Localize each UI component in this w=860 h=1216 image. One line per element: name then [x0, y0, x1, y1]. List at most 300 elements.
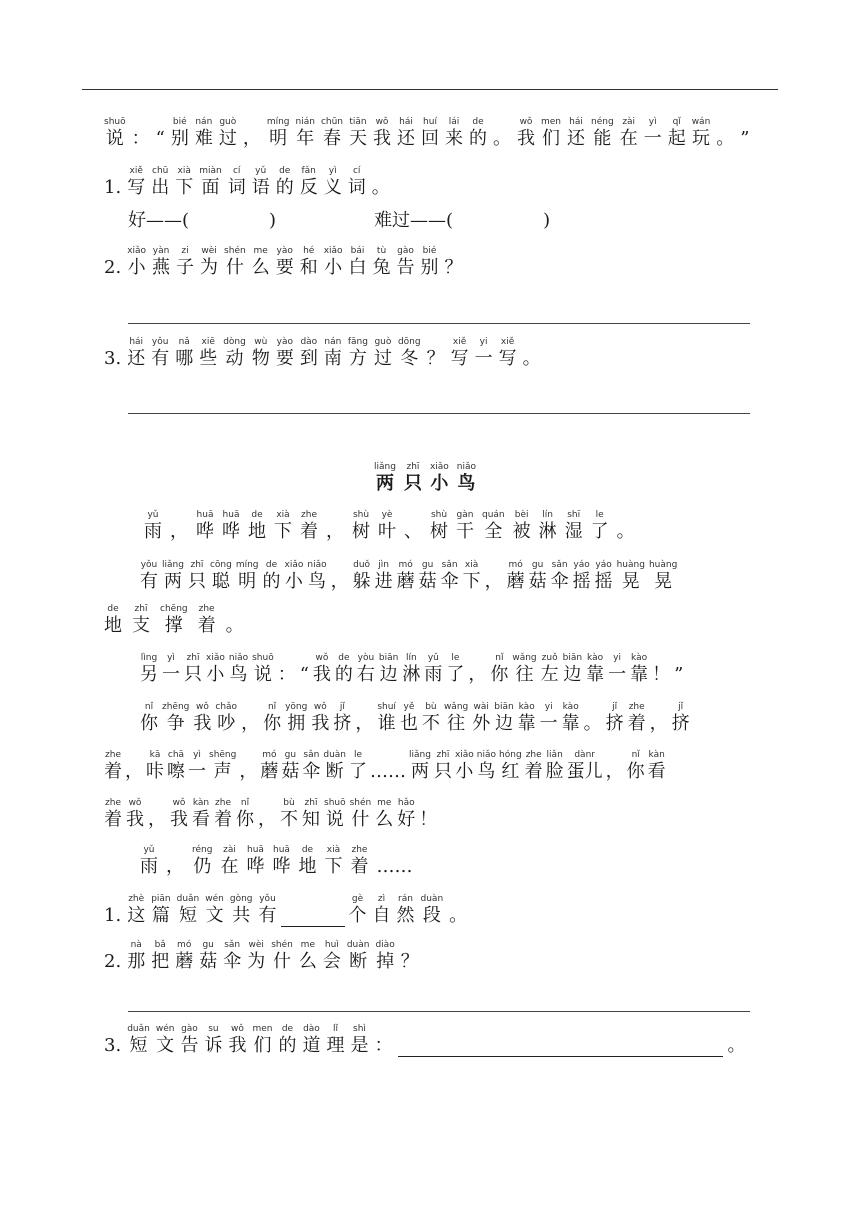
- ruby-unit: [562, 702, 580, 735]
- hanzi: 树: [352, 521, 370, 542]
- hanzi: 2.: [104, 257, 122, 278]
- hanzi: 拥: [287, 713, 306, 734]
- question-2: [104, 246, 463, 279]
- ruby-unit: [198, 604, 216, 637]
- ruby-unit: [512, 653, 536, 686]
- ruby-unit: [209, 750, 236, 783]
- hanzi: 和: [299, 257, 318, 278]
- ruby-unit: [377, 702, 396, 735]
- pinyin: xiě: [452, 337, 467, 347]
- ruby-unit: [419, 798, 437, 831]
- hanzi: 些: [199, 348, 218, 369]
- story-paragraph-3: [140, 653, 683, 686]
- ruby-unit: [445, 246, 463, 279]
- ruby-unit: [628, 702, 646, 735]
- ruby-unit: [374, 462, 396, 495]
- ruby-unit: [323, 750, 346, 783]
- pinyin: mó: [262, 750, 277, 760]
- pinyin: de: [265, 560, 278, 570]
- pinyin: zhe: [301, 510, 317, 520]
- pinyin: sǎn: [441, 560, 458, 570]
- pinyin: kào: [518, 702, 535, 712]
- ruby-unit: [104, 246, 121, 279]
- pinyin: xià: [464, 560, 479, 570]
- pinyin: xià: [326, 845, 341, 855]
- hanzi: 年: [296, 128, 315, 149]
- hanzi: 词: [347, 177, 366, 198]
- pinyin: hái: [129, 337, 144, 347]
- pinyin: dōng: [397, 337, 421, 347]
- ruby-unit: [132, 117, 150, 150]
- answer-line-story-q2[interactable]: [128, 1011, 750, 1012]
- hanzi: 菇: [199, 951, 218, 972]
- ruby-unit: [199, 337, 217, 370]
- ruby-unit: [449, 894, 467, 927]
- pinyin: niǎo: [456, 462, 477, 472]
- pinyin: bié: [422, 246, 437, 256]
- hanzi: 雨: [140, 856, 158, 877]
- pinyin: hái: [569, 117, 583, 127]
- hanzi: 。: [371, 177, 390, 198]
- hanzi: 我: [228, 1035, 247, 1056]
- question-1-pairs: [128, 210, 550, 232]
- ruby-unit: [427, 337, 445, 370]
- ruby-unit: [104, 337, 121, 370]
- hanzi: 明: [238, 571, 257, 592]
- hanzi: 会: [322, 951, 341, 972]
- hanzi: 们: [253, 1035, 272, 1056]
- hanzi: 的: [334, 664, 353, 685]
- ruby-unit: [541, 117, 561, 150]
- hanzi: 我: [373, 128, 391, 149]
- ruby-unit: [223, 337, 246, 370]
- ruby-unit: [441, 560, 459, 593]
- pinyin: yì: [193, 750, 201, 760]
- hanzi: 难: [194, 128, 213, 149]
- hanzi: 有: [258, 905, 277, 926]
- ruby-unit: [188, 750, 206, 783]
- hanzi: ，: [468, 664, 487, 685]
- ruby-unit: [229, 653, 248, 686]
- hanzi: ”: [674, 664, 684, 685]
- ruby-unit: [591, 510, 609, 543]
- ruby-unit: [104, 750, 122, 783]
- hanzi: 我: [193, 713, 212, 734]
- hanzi: 为: [247, 951, 266, 972]
- ruby-unit: [140, 702, 158, 735]
- ruby-unit: [127, 894, 145, 927]
- hanzi: 外: [472, 713, 491, 734]
- hanzi: 南: [323, 348, 342, 369]
- hanzi: 菇: [281, 761, 300, 782]
- hanzi: ，: [330, 571, 349, 592]
- story-paragraph-4-line-1: [140, 702, 690, 735]
- hanzi: 下: [462, 571, 481, 592]
- ruby-unit: [252, 337, 270, 370]
- pinyin: sǎn: [303, 750, 320, 760]
- hanzi: ？: [400, 951, 419, 972]
- hanzi: 两: [163, 571, 182, 592]
- ruby-unit: [188, 560, 206, 593]
- hanzi: 着: [350, 856, 369, 877]
- ruby-unit: [591, 117, 614, 150]
- hanzi: 哗: [246, 856, 265, 877]
- hanzi: ”: [740, 128, 750, 149]
- hanzi: 词: [227, 177, 246, 198]
- pinyin: liǎng: [374, 462, 396, 472]
- ruby-unit: [239, 750, 257, 783]
- ruby-unit: [518, 702, 536, 735]
- pinyin: wèi: [201, 246, 217, 256]
- pinyin: shén: [224, 246, 246, 256]
- hanzi: 写: [450, 348, 469, 369]
- pinyin: me: [300, 940, 315, 950]
- pinyin: guò: [374, 337, 392, 347]
- ruby-unit: [196, 510, 214, 543]
- ruby-unit: [424, 653, 442, 686]
- pair-left-label: 好——(: [128, 210, 190, 231]
- ruby-unit: [617, 510, 635, 543]
- hanzi: 吵: [217, 713, 236, 734]
- ruby-unit: [296, 117, 315, 150]
- hanzi: 来: [445, 128, 463, 149]
- hanzi: 这: [127, 905, 146, 926]
- pinyin: shī: [567, 510, 581, 520]
- hanzi: 3.: [104, 348, 122, 369]
- ruby-unit: [326, 510, 344, 543]
- hanzi: 反: [299, 177, 318, 198]
- ruby-unit: [166, 845, 184, 878]
- ruby-unit: [162, 560, 184, 593]
- pinyin: shuí: [377, 702, 396, 712]
- pinyin: de: [301, 845, 314, 855]
- hanzi: 。: [522, 348, 541, 369]
- ruby-unit: [674, 653, 683, 686]
- ruby-unit: [224, 246, 246, 279]
- hanzi: 两: [375, 473, 394, 494]
- hanzi: 一: [474, 348, 493, 369]
- pinyin: wǒ: [315, 653, 329, 663]
- ruby-unit: [175, 166, 193, 199]
- pinyin: kào: [562, 702, 579, 712]
- answer-line-q2[interactable]: [128, 323, 750, 324]
- hanzi: 。: [583, 713, 602, 734]
- pinyin: hǎo: [397, 798, 415, 808]
- ruby-unit: [397, 894, 415, 927]
- hanzi: 不: [421, 713, 440, 734]
- ruby-unit: [200, 246, 218, 279]
- pinyin: rán: [398, 894, 413, 904]
- hanzi: 摇: [572, 571, 591, 592]
- hanzi: 小: [127, 257, 146, 278]
- ruby-unit: [540, 702, 558, 735]
- ruby-unit: [347, 940, 370, 973]
- hanzi: 然: [396, 905, 415, 926]
- hanzi: 共: [232, 905, 251, 926]
- pinyin: wǒ: [172, 798, 186, 808]
- ruby-unit: [397, 798, 415, 831]
- ruby-unit: [349, 117, 367, 150]
- hanzi: 边: [563, 664, 582, 685]
- ruby-unit: [608, 653, 626, 686]
- ruby-unit: [374, 337, 392, 370]
- ruby-unit: [248, 510, 266, 543]
- pinyin: zhe: [105, 798, 121, 808]
- pinyin: shuō: [324, 798, 346, 808]
- hanzi: 1.: [104, 905, 122, 926]
- ruby-unit: [285, 560, 304, 593]
- pinyin: wèi: [248, 940, 264, 950]
- ruby-unit: [352, 510, 370, 543]
- hanzi: 嚓: [167, 761, 185, 782]
- pinyin: xiǎo: [323, 246, 343, 256]
- hanzi: 声: [213, 761, 232, 782]
- pair-right-label: 难过——(: [374, 210, 454, 231]
- hanzi: 白: [348, 257, 367, 278]
- hanzi: 你: [140, 713, 158, 734]
- hanzi: 只: [187, 571, 206, 592]
- ruby-unit: [252, 653, 274, 686]
- ruby-unit: [223, 940, 241, 973]
- hanzi: 全: [484, 521, 503, 542]
- hanzi: 在: [619, 128, 638, 149]
- pinyin: yòu: [357, 653, 375, 663]
- pinyin: yi: [479, 337, 488, 347]
- ruby-unit: [263, 702, 281, 735]
- blank-paragraph-count[interactable]: [281, 908, 345, 927]
- pinyin: huàng: [648, 560, 678, 570]
- hanzi: 。: [225, 615, 244, 636]
- pinyin: bù: [425, 702, 437, 712]
- story-question-1-post: [349, 894, 468, 927]
- hanzi: 下: [274, 521, 292, 542]
- ruby-unit: [263, 560, 281, 593]
- hanzi: 雨: [424, 664, 443, 685]
- hanzi: 着: [524, 761, 543, 782]
- ruby-unit: [252, 166, 270, 199]
- hanzi: 只: [184, 664, 202, 685]
- hanzi: 也: [399, 713, 418, 734]
- ruby-unit: [617, 560, 645, 593]
- pinyin: quán: [482, 510, 505, 520]
- pinyin: yè: [381, 510, 393, 520]
- pinyin: hé: [303, 246, 315, 256]
- ruby-unit: [175, 337, 193, 370]
- hanzi: 短: [129, 1035, 148, 1056]
- hanzi: 蘑: [260, 761, 279, 782]
- ruby-unit: [482, 510, 505, 543]
- answer-line-q3[interactable]: [128, 413, 750, 414]
- ruby-unit: [140, 560, 158, 593]
- ruby-unit: [523, 337, 541, 370]
- pinyin: yě: [403, 702, 415, 712]
- pinyin: wǒ: [519, 117, 533, 127]
- pinyin: le: [451, 653, 460, 663]
- story-paragraph-2-line-2: [104, 604, 244, 637]
- hanzi: 淋: [402, 664, 421, 685]
- ruby-unit: [565, 510, 583, 543]
- hanzi: 干: [456, 521, 474, 542]
- ruby-unit: [241, 702, 259, 735]
- blank-lesson[interactable]: [398, 1038, 723, 1057]
- ruby-unit: [349, 894, 367, 927]
- pinyin: wǒ: [313, 702, 327, 712]
- pinyin: lín: [405, 653, 417, 663]
- hanzi: 一: [643, 128, 662, 149]
- hanzi: 一: [608, 664, 627, 685]
- hanzi: 掉: [376, 951, 395, 972]
- hanzi: 理: [326, 1035, 345, 1056]
- hanzi: 子: [176, 257, 195, 278]
- hanzi: ……: [370, 761, 406, 782]
- pinyin: zhī: [406, 462, 420, 472]
- hanzi: 菇: [418, 571, 437, 592]
- ruby-unit: [668, 117, 686, 150]
- hanzi: 哪: [175, 348, 194, 369]
- ruby-unit: [300, 510, 318, 543]
- hanzi: ，: [258, 809, 276, 830]
- pinyin: xià: [276, 510, 290, 520]
- pinyin: kào: [631, 653, 648, 663]
- pinyin: huì: [324, 940, 339, 950]
- ruby-unit: [252, 1024, 272, 1057]
- hanzi: 着: [214, 809, 232, 830]
- ruby-unit: [171, 117, 189, 150]
- pinyin: diào: [375, 940, 395, 950]
- pinyin: zhe: [105, 750, 121, 760]
- ruby-unit: [456, 510, 474, 543]
- ruby-unit: [192, 798, 210, 831]
- pinyin: bié: [172, 117, 187, 127]
- pinyin: chā: [167, 750, 185, 760]
- hanzi: ，: [170, 521, 188, 542]
- hanzi: 只: [433, 761, 452, 782]
- ruby-unit: [650, 702, 668, 735]
- hanzi: 冬: [400, 348, 419, 369]
- ruby-unit: [350, 845, 368, 878]
- pinyin: zhe: [525, 750, 542, 760]
- hanzi: 、: [404, 521, 422, 542]
- ruby-unit: [127, 246, 146, 279]
- hanzi: 挤: [605, 713, 624, 734]
- ruby-unit: [152, 246, 170, 279]
- ruby-unit: [302, 1024, 320, 1057]
- hanzi: 哗: [196, 521, 214, 542]
- story-question-1: [104, 894, 467, 927]
- pinyin: néng: [591, 117, 614, 127]
- pinyin: de: [338, 653, 350, 663]
- ruby-unit: [444, 702, 468, 735]
- ruby-unit: [271, 940, 293, 973]
- hanzi: ，: [326, 521, 344, 542]
- hanzi: 过: [373, 348, 392, 369]
- ruby-unit: [313, 653, 331, 686]
- ruby-unit: [285, 702, 307, 735]
- ruby-unit: [446, 653, 464, 686]
- ruby-unit: [204, 1024, 222, 1057]
- hanzi: 地: [298, 856, 317, 877]
- pinyin: me: [377, 798, 392, 808]
- hanzi: 什: [225, 257, 244, 278]
- pinyin: xiē: [201, 337, 215, 347]
- ruby-unit: [507, 560, 525, 593]
- hanzi: 右: [356, 664, 375, 685]
- ruby-unit: [375, 560, 393, 593]
- hanzi: 咔: [146, 761, 164, 782]
- pinyin: men: [252, 1024, 273, 1034]
- ruby-unit: [335, 653, 353, 686]
- pinyin: nǐ: [495, 653, 504, 663]
- hanzi: 鸟: [457, 473, 476, 494]
- hanzi: 脸: [545, 761, 564, 782]
- pinyin: liǎng: [409, 750, 431, 760]
- ruby-unit: [494, 702, 513, 735]
- ruby-unit: [469, 117, 487, 150]
- pinyin: zhī: [304, 798, 318, 808]
- pinyin: shén: [349, 798, 372, 808]
- pinyin: nǐ: [631, 750, 640, 760]
- hanzi: 的: [278, 1035, 297, 1056]
- ruby-unit: [451, 337, 469, 370]
- ruby-unit: [127, 337, 145, 370]
- hanzi: 短: [178, 905, 197, 926]
- ruby-unit: [378, 510, 396, 543]
- hanzi: 伞: [550, 571, 569, 592]
- hanzi: 是: [350, 1035, 369, 1056]
- ruby-unit: [126, 798, 144, 831]
- pinyin: yào: [276, 246, 293, 256]
- ruby-unit: [323, 940, 341, 973]
- pinyin: de: [251, 510, 263, 520]
- hanzi: 明: [269, 128, 288, 149]
- hanzi: 往: [515, 664, 534, 685]
- pinyin: shù: [430, 510, 448, 520]
- pinyin: zhe: [628, 702, 645, 712]
- pinyin: yi: [613, 653, 621, 663]
- hanzi: 么: [375, 809, 394, 830]
- hanzi: 红: [501, 761, 520, 782]
- ruby-unit: [170, 510, 188, 543]
- hanzi: ……: [376, 856, 413, 877]
- pinyin: dòng: [223, 337, 246, 347]
- top-line-1: [104, 117, 749, 150]
- pinyin: nán: [195, 117, 213, 127]
- hanzi: 小: [324, 257, 343, 278]
- ruby-unit: [321, 117, 343, 150]
- pinyin: bù: [283, 798, 295, 808]
- hanzi: 鸟: [229, 664, 248, 685]
- ruby-unit: [104, 894, 121, 927]
- hanzi: 挤: [671, 713, 690, 734]
- ruby-unit: [177, 894, 200, 927]
- hanzi: 着: [627, 713, 646, 734]
- ruby-unit: [326, 1024, 344, 1057]
- pinyin: zhēng: [162, 702, 190, 712]
- ruby-unit: [397, 560, 415, 593]
- hanzi: 你: [263, 713, 282, 734]
- pinyin: xiǎo: [206, 653, 225, 663]
- pinyin: yi: [544, 702, 553, 712]
- hanzi: ！: [652, 664, 671, 685]
- pinyin: zi: [181, 246, 189, 256]
- ruby-unit: [324, 166, 342, 199]
- hanzi: 么: [251, 257, 270, 278]
- pinyin: zhī: [186, 653, 200, 663]
- ruby-unit: [463, 560, 481, 593]
- ruby-unit: [573, 560, 591, 593]
- hanzi: 么: [298, 951, 317, 972]
- pinyin: gu: [284, 750, 297, 760]
